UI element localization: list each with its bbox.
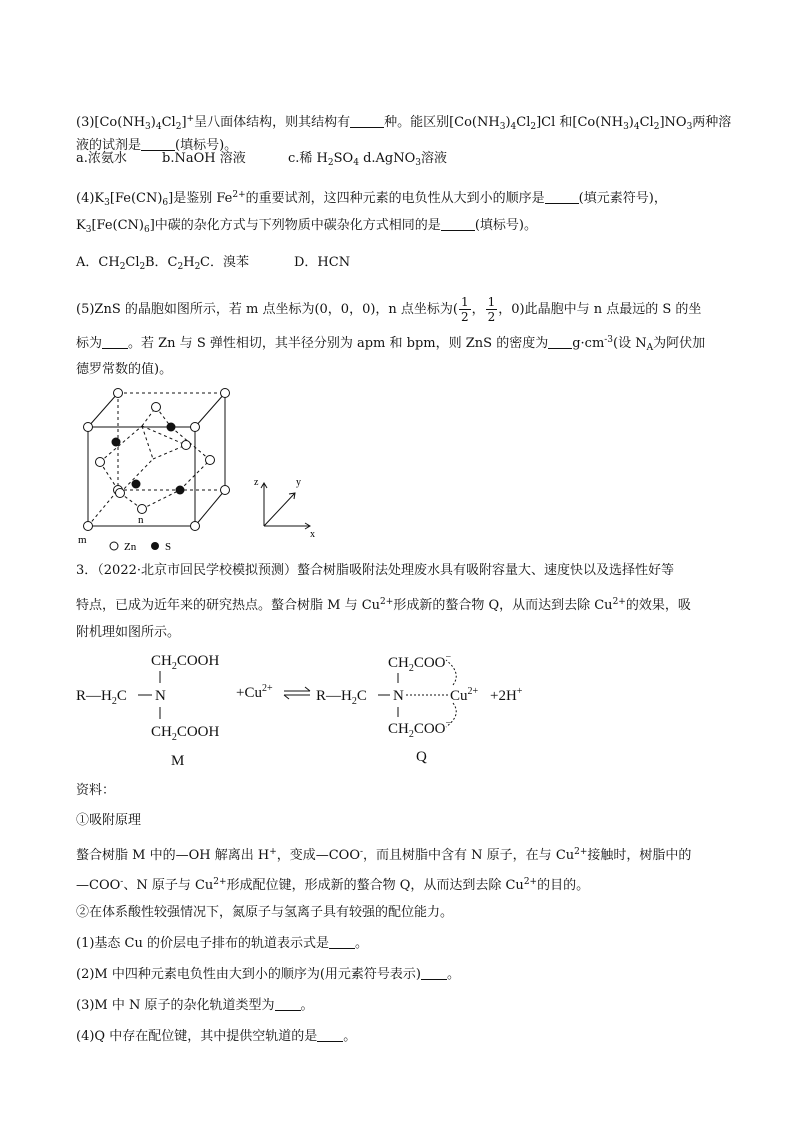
legend-zn: Zn: [124, 541, 137, 553]
label-m-compound: M: [171, 753, 185, 769]
q3-part4-line2: $K_3[Fe(CN)_6]$中碳的杂化方式与下列物质中碳杂化方式相同的是 (填标号)。: [76, 218, 537, 235]
question-3-line2: 特点，已成为近年来的研究热点。螯合树脂 M 与 $Cu^{2+}$形成新的螯合物 Q，从而达到去除 $Cu^{2+}$的效果，吸: [76, 597, 691, 613]
label-n: n: [138, 514, 144, 526]
answer-blank[interactable]: [548, 335, 572, 349]
svg-text:CH2COOH: $CH_2COOH$: [151, 724, 220, 743]
q3-part5-line3: 德罗常数的值)。: [76, 362, 173, 377]
materials-item1-heading: ①吸附原理: [76, 813, 142, 828]
materials-paragraph2: —COO-、N 原子与 $Cu^{2+}$形成配位键，形成新的螯合物 Q，从而达到去除 $Cu^{2+}$的目的。: [76, 877, 590, 893]
sub-question-4: (4)Q 中存在配位键，其中提供空轨道的是 。: [76, 1029, 357, 1044]
answer-blank[interactable]: [545, 190, 579, 204]
svg-text:Cu2+: $Cu^{2+}$: [450, 686, 479, 704]
axis-x-label: x: [310, 529, 315, 540]
svg-text:CH2COOH: $CH_2COOH$: [151, 653, 220, 672]
question-3-line3: 附机理如图所示。: [76, 625, 181, 640]
svg-text:N: N: [155, 688, 166, 704]
answer-blank[interactable]: [141, 137, 175, 151]
sub-question-3: (3)M 中 N 原子的杂化轨道类型为 。: [76, 998, 314, 1013]
materials-heading: 资料：: [76, 783, 116, 798]
answer-blank[interactable]: [317, 1028, 343, 1042]
legend-s: S: [165, 541, 172, 553]
svg-text:R—H2C: $R—H_2C$: [316, 688, 367, 707]
sub-question-2: (2)M 中四种元素电负性由大到小的顺序为(用元素符号表示) 。: [76, 967, 461, 982]
answer-blank[interactable]: [329, 935, 355, 949]
materials-paragraph1: 螯合树脂 M 中的—OH 解离出 H+，变成—COO-，而且树脂中含有 N 原子，在与 $Cu^{2+}$接触时，树脂中的: [76, 847, 692, 863]
materials-item2: ②在体系酸性较强情况下，氮原子与氢离子具有较强的配位能力。: [76, 905, 454, 920]
axis-y-label: y: [296, 477, 301, 488]
fraction-one-half: $\frac{1}{2}$: [460, 295, 469, 324]
answer-blank[interactable]: [102, 335, 128, 349]
question-3-line1: 3．（2022·北京市回民学校模拟预测）螯合树脂吸附法处理废水具有吸附容量大、速度快以及选择性好等: [76, 563, 674, 578]
q3-part3-line1: $(3)[Co(NH_3)_4Cl_2]^+$呈八面体结构，则其结构有 种。能区别$[Co(NH_3)_4Cl_2]Cl$ 和$[Co(NH_3)_4Cl_2]NO_3$两种溶: [76, 114, 732, 132]
svg-text:R—H2C: $R—H_2C$: [76, 688, 127, 707]
answer-blank[interactable]: [275, 997, 301, 1011]
label-m: m: [78, 534, 87, 546]
axis-z-label: z: [254, 477, 259, 488]
zns-unit-cell-figure: [70, 385, 330, 555]
answer-blank[interactable]: [441, 217, 475, 231]
svg-text:CH2COO−: $CH_2COO^-$: [388, 652, 452, 674]
chelation-reaction-scheme: [70, 645, 550, 770]
svg-text:+2H+: +2H+: [490, 686, 523, 704]
label-q-compound: Q: [416, 749, 427, 765]
q3-part3-line2: 液的试剂是 (填标号)。: [76, 138, 238, 153]
answer-blank[interactable]: [421, 966, 447, 980]
q3-part5-line2: 标为 。若 Zn 与 S 弹性相切，其半径分别为 apm 和 bpm，则 ZnS 的密度为 $g\cdot cm^{-3}$(设 $N_A$为阿伏加: [76, 335, 706, 353]
q3-part4-line1: $(4)K_3[Fe(CN)_6]$是鉴别 $Fe^{2+}$的重要试剂，这四种元素的电负性从大到小的顺序是 (填元素符号)，: [76, 190, 667, 208]
answer-blank[interactable]: [350, 114, 384, 128]
sub-question-1: (1)基态 Cu 的价层电子排布的轨道表示式是 。: [76, 936, 369, 951]
q3-part5-line1: (5)ZnS 的晶胞如图所示，若 m 点坐标为(0，0，0)，n 点坐标为( $\frac{1}{2}$ ， $\frac{1}{2}$ ，0)此晶胞中与 n 点最远的 S 的坐: [76, 295, 702, 324]
svg-text:CH2COO−: $CH_2COO^-$: [388, 718, 452, 740]
fraction-one-half: $\frac{1}{2}$: [487, 295, 496, 324]
svg-text:N: N: [393, 688, 404, 704]
svg-text:+Cu2+: $+Cu^{2+}$: [236, 683, 273, 701]
